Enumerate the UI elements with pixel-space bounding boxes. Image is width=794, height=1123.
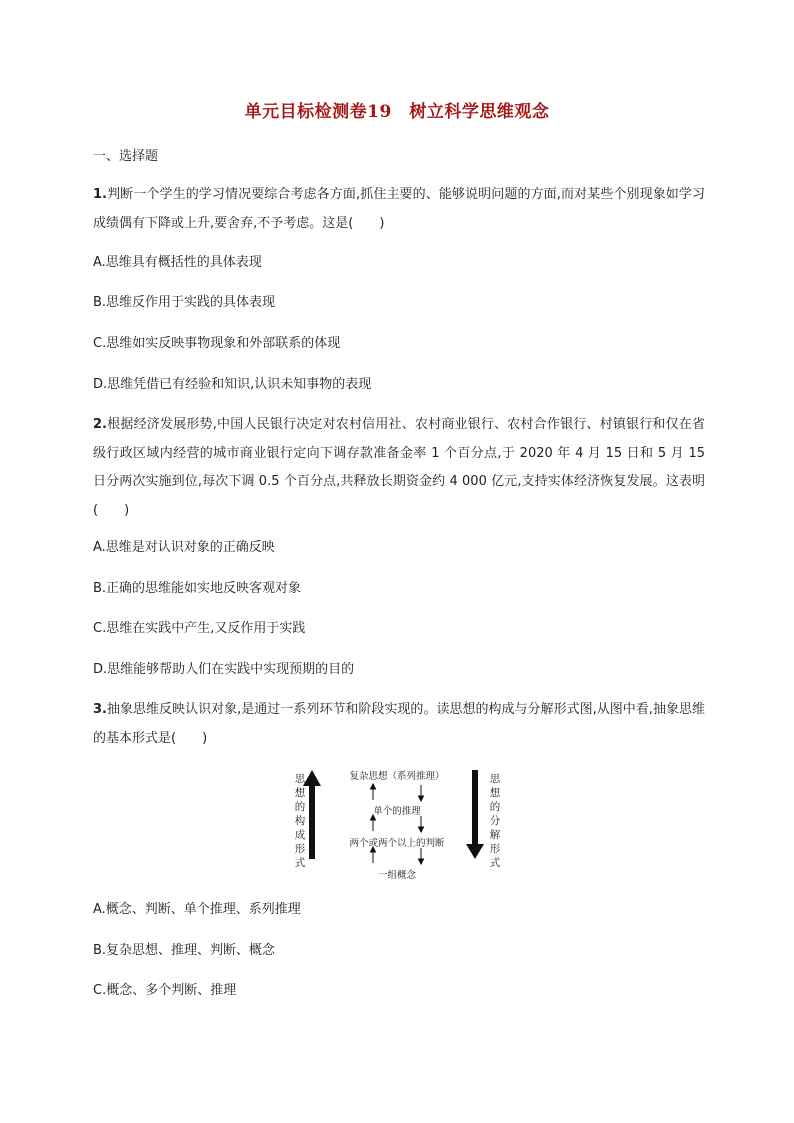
question-2-option-a: A.思维是对认识对象的正确反映 bbox=[93, 540, 275, 555]
question-2-option-b: B.正确的思维能如实地反映客观对象 bbox=[93, 581, 302, 596]
diagram-arrows bbox=[292, 765, 506, 883]
question-3-number: 3. bbox=[93, 702, 107, 717]
section-heading: 一、选择题 bbox=[93, 149, 159, 164]
question-2-number: 2. bbox=[93, 417, 107, 432]
question-3-option-b: B.复杂思想、推理、判断、概念 bbox=[93, 943, 276, 958]
question-3-option-a: A.概念、判断、单个推理、系列推理 bbox=[93, 902, 301, 917]
question-1-option-a: A.思维具有概括性的具体表现 bbox=[93, 255, 262, 270]
diagram-left-label: 思想的构成形式 bbox=[294, 773, 306, 869]
question-2-text: 根据经济发展形势,中国人民银行决定对农村信用社、农村商业银行、农村合作银行、村镇银行和仅在省级行政区域内经营的城市商业银行定向下调存款准备金率 1 个百分点,于 2020 年 4 月 15 日和 5 月 15 日分两次实施到位,每次下调 0.5 个百分点,共释放长期资金约 4 000 亿元,支持实体经济恢复发展。这表明( ) bbox=[93, 417, 705, 518]
question-2-option-d: D.思维能够帮助人们在实践中实现预期的目的 bbox=[93, 662, 355, 677]
level-arrows bbox=[371, 784, 424, 864]
page-title: 单元目标检测卷19 树立科学思维观念 bbox=[244, 102, 550, 122]
question-1-option-d: D.思维凭借已有经验和知识,认识未知事物的表现 bbox=[93, 377, 372, 392]
thought-structure-diagram bbox=[292, 765, 506, 883]
question-1-number: 1. bbox=[93, 187, 107, 202]
question-1-option-b: B.思维反作用于实践的具体表现 bbox=[93, 295, 276, 310]
question-3-stem bbox=[93, 696, 705, 753]
diagram-level-single-inference: 单个的推理 bbox=[373, 806, 421, 817]
decomposition-arrow-icon bbox=[466, 770, 484, 859]
composition-arrow-icon bbox=[303, 770, 321, 859]
question-1-stem bbox=[93, 181, 705, 238]
diagram-level-concepts: 一组概念 bbox=[377, 870, 416, 881]
diagram-level-judgments: 两个或两个以上的判断 bbox=[349, 838, 445, 849]
diagram-right-label: 思想的分解形式 bbox=[489, 773, 501, 869]
question-3-option-c: C.概念、多个判断、推理 bbox=[93, 983, 237, 998]
question-2-stem bbox=[93, 411, 705, 525]
question-2-option-c: C.思维在实践中产生,又反作用于实践 bbox=[93, 621, 306, 636]
question-3-text: 抽象思维反映认识对象,是通过一系列环节和阶段实现的。读思想的构成与分解形式图,从图中看,抽象思维的基本形式是( ) bbox=[93, 702, 705, 746]
question-1-text: 判断一个学生的学习情况要综合考虑各方面,抓住主要的、能够说明问题的方面,而对某些个别现象如学习成绩偶有下降或上升,要舍弃,不予考虑。这是( ) bbox=[93, 187, 705, 231]
question-1-option-c: C.思维如实反映事物现象和外部联系的体现 bbox=[93, 336, 341, 351]
diagram-level-complex-thought: 复杂思想（系列推理） bbox=[349, 771, 445, 782]
